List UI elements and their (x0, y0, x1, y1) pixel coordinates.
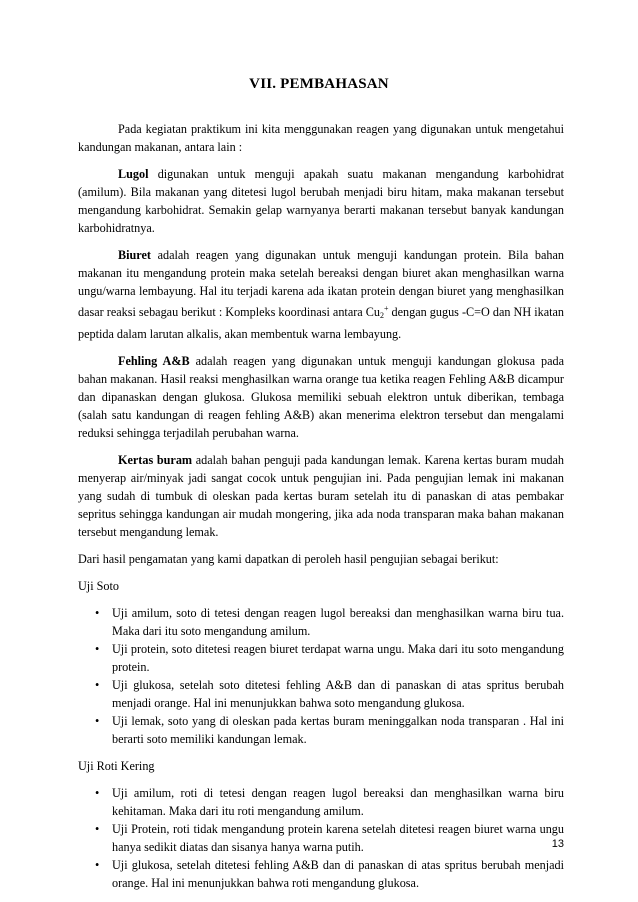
document-body (78, 120, 564, 901)
kertas-term: Kertas buram (118, 453, 193, 467)
bullet-icon: • (95, 714, 100, 728)
biuret-subscript: 2 (379, 311, 384, 320)
section-title: VII. PEMBAHASAN (249, 76, 389, 92)
intro-paragraph: Pada kegiatan praktikum ini kita menggunakan reagen yang digunakan untuk mengetahui kandungan makanan, antara lain : (78, 122, 564, 154)
bullet-icon: • (95, 822, 100, 836)
page-number: 13 (551, 838, 564, 850)
list-item-text: Uji amilum, roti di tetesi dengan reagen lugol bereaksi dan menghasilkan warna biru kehitaman. Maka dari itu roti mengandung amilum. (112, 786, 564, 818)
list-item-text: Uji Protein, roti tidak mengandung protein karena setelah ditetesi reagen biuret warna ungu hanya sedikit diatas dan sisanya hanya warna putih. (112, 822, 564, 854)
list-item-text: Uji glukosa, setelah soto ditetesi fehling A&B dan di panaskan di atas spritus berubah menjadi orange. Hal ini menunjukkan bahwa soto mengandung glukosa. (112, 678, 564, 710)
biuret-paragraph (78, 246, 564, 343)
list-item (95, 712, 564, 748)
biuret-text-a: adalah reagen yang digunakan untuk menguji kandungan protein. Bila bahan makanan itu mengandung protein maka setelah bereaksi dengan biuret akan menghasilkan warna ungu/warna lembayung. Hal itu terjadi karena ada ikatan protein dengan biuret yang menghasilkan dasar reaksi sebagau berikut : Kompleks koordinasi antara Cu (78, 248, 564, 319)
list-item-text: Uji protein, soto ditetesi reagen biuret terdapat warna ungu. Maka dari itu soto mengandung protein. (112, 642, 564, 674)
kertas-text: adalah bahan penguji pada kandungan lemak. Karena kertas buram mudah menyerap air/minyak jadi sangat cocok untuk pengujian ini. Pada pengujian lemak ini makanan yang sudah di tumbuk di oleskan pada kertas buram setelah itu di panaskan di atas pembakar sepritus sehingga kandungan air mudah mongering, jika ada noda transparan maka bahan makanan tersebut mengandung lemak. (78, 453, 565, 539)
bullet-icon: • (95, 606, 100, 620)
bullet-icon: • (95, 642, 100, 656)
soto-heading: Uji Soto (78, 579, 119, 593)
list-item (95, 640, 564, 676)
lugol-text: digunakan untuk menguji apakah suatu makanan mengandung karbohidrat (amilum). Bila makanan yang ditetesi lugol berubah menjadi biru hitam, maka makanan tersebut mengandung karbohidrat. Semakin gelap warnyanya berarti makanan tersebut banyak kandungan karbohidratnya. (78, 167, 564, 235)
fehling-term: Fehling A&B (118, 354, 190, 368)
list-item (95, 820, 564, 856)
bullet-icon: • (95, 786, 100, 800)
list-item (95, 856, 564, 892)
biuret-text-b: dengan gugus -C=O dan NH ikatan peptida dalam larutan alkalis, akan membentuk warna lembayung. (78, 305, 565, 341)
biuret-term: Biuret (118, 248, 151, 262)
list-item-text: Uji lemak, soto yang di oleskan pada kertas buram meninggalkan noda transparan . Hal ini berarti soto memiliki kandungan lemak. (112, 714, 564, 746)
list-item (95, 604, 564, 640)
kertas-paragraph (78, 451, 564, 541)
list-item-text: Uji glukosa, setelah ditetesi fehling A&B dan di panaskan di atas spritus berubah menjadi orange. Hal ini menunjukkan bahwa roti mengandung glukosa. (112, 858, 564, 890)
list-item-text: Uji amilum, soto di tetesi dengan reagen lugol bereaksi dan menghasilkan warna biru tua. Maka dari itu soto mengandung amilum. (112, 606, 564, 638)
lugol-paragraph (78, 165, 564, 237)
soto-list (78, 604, 564, 748)
list-item (95, 784, 564, 820)
results-intro: Dari hasil pengamatan yang kami dapatkan di peroleh hasil pengujian sebagai berikut: (78, 552, 499, 566)
bullet-icon: • (95, 858, 100, 872)
bullet-icon: • (95, 678, 100, 692)
biuret-superscript: + (383, 304, 389, 313)
list-item (95, 676, 564, 712)
fehling-paragraph (78, 352, 564, 442)
roti-list (78, 784, 564, 892)
lugol-term: Lugol (118, 167, 149, 181)
roti-heading: Uji Roti Kering (78, 759, 155, 773)
fehling-text: adalah reagen yang digunakan untuk menguji kandungan glokusa pada bahan makanan. Hasil reaksi menghasilkan warna orange tua ketika reagen Fehling A&B dicampur dan dipanaskan dengan glukosa. Glukosa memiliki sebuah elektron untuk diberikan, tembaga (salah satu kandungan di reagen fehling A&B) akan menerima elektron tersebut dan mengalami reduksi sehingga terjadilah perubahan warna. (78, 354, 564, 440)
